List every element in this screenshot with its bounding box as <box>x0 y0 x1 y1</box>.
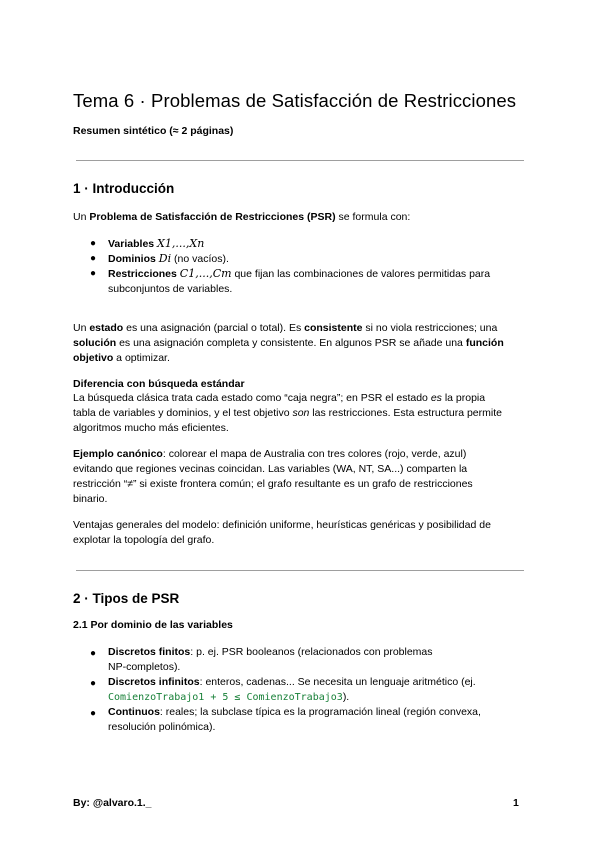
intro-text-pre: Un <box>73 211 90 223</box>
text: tabla de variables y dominios, y el test objetivo <box>73 407 293 419</box>
term-solucion: solución <box>73 337 117 349</box>
term-funcion: función <box>465 337 504 349</box>
bullet-icon: ● <box>90 678 97 689</box>
bullet-text: que fijan las combinaciones de valores permitidas para <box>231 268 491 280</box>
term-consistente: consistente <box>304 322 363 334</box>
text: Un <box>73 322 90 334</box>
text: Ventajas generales del modelo: definición uniforme, heurísticas genéricas y posibilidad de <box>73 519 491 531</box>
text: restricción “≠” si existe frontera común; el grafo resultante es un grafo de restricciones <box>73 478 473 490</box>
diff-paragraph <box>73 391 527 436</box>
intro-text-bold: Problema de Satisfacción de Restricciones (PSR) <box>89 211 336 223</box>
footer-page-number: 1 <box>513 797 519 809</box>
bullet-label: Discretos finitos <box>108 646 191 658</box>
text: evitando que regiones vecinas coincidan. Las variables (WA, NT, SA...) comparten la <box>73 463 468 475</box>
code-expression: ComienzoTrabajo1 + 5 ≤ ComienzoTrabajo3 <box>108 692 343 703</box>
list-item <box>108 645 528 675</box>
example-paragraph <box>73 447 527 507</box>
divider <box>76 570 524 571</box>
math-expression: X1,...,Xn <box>157 237 205 250</box>
text: explotar la topología del grafo. <box>73 534 215 546</box>
subheading-dominio: 2.1 Por dominio de las variables <box>73 619 233 631</box>
bullet-label: Restricciones <box>108 268 177 280</box>
footer-author: By: @alvaro.1._ <box>73 797 152 809</box>
text: algoritmos mucho más eficientes. <box>73 422 229 434</box>
text: si no viola restricciones; una <box>362 322 498 334</box>
bullet-text-continued: NP-completos). <box>108 661 181 673</box>
text: : colorear el mapa de Australia con tres colores (rojo, verde, azul) <box>162 448 467 460</box>
math-expression: C1,...,Cm <box>179 267 232 280</box>
bullet-text: : enteros, cadenas... Se necesita un lenguaje aritmético (ej. <box>199 676 476 688</box>
section-heading-introduccion: 1 · Introducción <box>73 181 175 196</box>
state-paragraph <box>73 321 527 366</box>
text: es una asignación (parcial o total). Es <box>123 322 305 334</box>
intro-paragraph <box>73 210 527 225</box>
list-item <box>108 266 528 297</box>
subheading-diferencia: Diferencia con búsqueda estándar <box>73 378 245 390</box>
math-expression: Di <box>158 252 172 265</box>
intro-text-post: se formula con: <box>335 211 411 223</box>
emphasis: son <box>292 407 310 419</box>
list-item <box>108 705 528 735</box>
page-subtitle: Resumen sintético (≈ 2 páginas) <box>73 125 234 137</box>
bullet-icon: ● <box>90 253 97 264</box>
term-objetivo: objetivo <box>73 352 114 364</box>
bullet-text-continued: resolución polinómica). <box>108 721 216 733</box>
term-ejemplo: Ejemplo canónico <box>73 448 163 460</box>
emphasis: es <box>430 392 442 404</box>
text: binario. <box>73 493 108 505</box>
text: la propia <box>441 392 486 404</box>
bullet-icon: ● <box>90 238 97 249</box>
bullet-text: : p. ej. PSR booleanos (relacionados con problemas <box>190 646 433 658</box>
list-item <box>108 675 528 705</box>
bullet-label: Discretos infinitos <box>108 676 200 688</box>
list-item <box>108 236 528 252</box>
divider <box>76 160 524 161</box>
bullet-label: Variables <box>108 238 155 250</box>
text: es una asignación completa y consistente. En algunos PSR se añade una <box>116 337 466 349</box>
term-estado: estado <box>89 322 124 334</box>
bullet-icon: ● <box>90 268 97 279</box>
bullet-text: (no vacíos). <box>171 253 229 265</box>
bullet-icon: ● <box>90 648 97 659</box>
bullet-text-continued: ). <box>342 691 350 703</box>
text: las restricciones. Esta estructura permite <box>309 407 502 419</box>
bullet-label: Continuos <box>108 706 160 718</box>
bullet-icon: ● <box>90 708 97 719</box>
list-item <box>108 251 528 267</box>
bullet-text-continued: subconjuntos de variables. <box>108 283 233 295</box>
bullet-text: : reales; la subclase típica es la programación lineal (región convexa, <box>159 706 481 718</box>
bullet-label: Dominios <box>108 253 156 265</box>
page-title: Tema 6 · Problemas de Satisfacción de Restricciones <box>73 90 517 111</box>
text: La búsqueda clásica trata cada estado como “caja negra”; en PSR el estado <box>73 392 431 404</box>
text: a optimizar. <box>113 352 170 364</box>
section-heading-tipos: 2 · Tipos de PSR <box>73 591 180 606</box>
advantages-paragraph <box>73 518 527 548</box>
